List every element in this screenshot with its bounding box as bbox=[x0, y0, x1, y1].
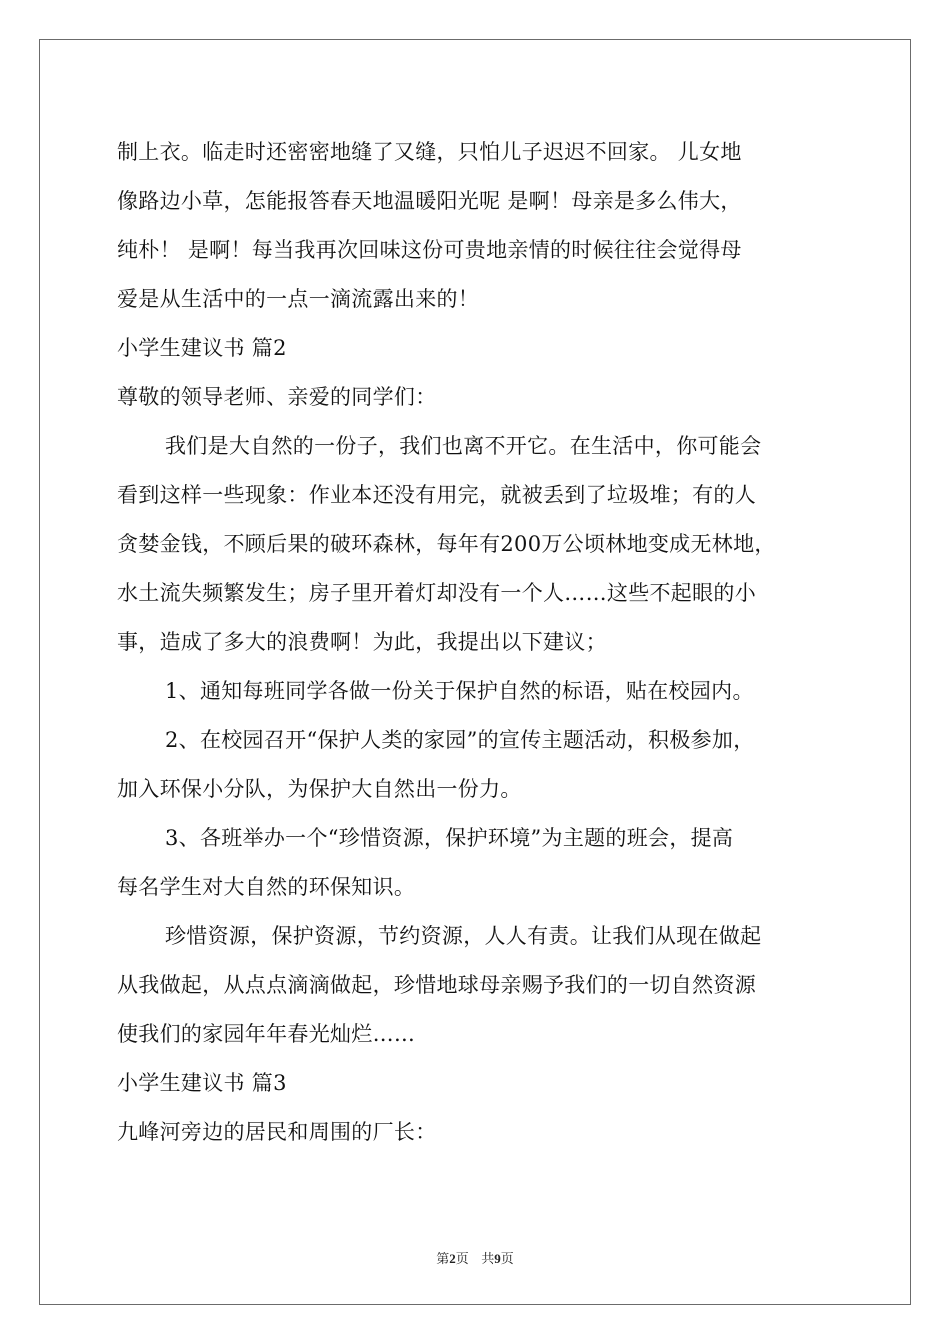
paragraph-line: 使我们的家园年年春光灿烂…… bbox=[117, 1022, 416, 1046]
salutation: 尊敬的领导老师、亲爱的同学们： bbox=[117, 385, 437, 409]
paragraph-line: 贪婪金钱，不顾后果的破环森林，每年有200万公顷林地变成无林地， bbox=[117, 532, 776, 556]
footer-page-number: 2 bbox=[449, 1251, 456, 1266]
paragraph-line: 看到这样一些现象：作业本还没有用完，就被丢到了垃圾堆；有的人 bbox=[117, 483, 756, 507]
footer-total-prefix: 共 bbox=[481, 1252, 495, 1267]
paragraph-line: 每名学生对大自然的环保知识。 bbox=[117, 875, 416, 899]
paragraph-line: 像路边小草，怎能报答春天地温暖阳光呢 是啊！母亲是多么伟大， bbox=[117, 189, 742, 213]
salutation: 九峰河旁边的居民和周围的厂长： bbox=[117, 1120, 437, 1144]
section-heading: 小学生建议书 篇3 bbox=[117, 1071, 287, 1095]
list-item: 1、通知每班同学各做一份关于保护自然的标语，贴在校园内。 bbox=[165, 679, 754, 703]
footer-total-suffix: 页 bbox=[500, 1252, 514, 1267]
paragraph-line: 加入环保小分队，为保护大自然出一份力。 bbox=[117, 777, 522, 801]
list-item: 3、各班举办一个“珍惜资源，保护环境”为主题的班会，提高 bbox=[165, 826, 734, 850]
paragraph-line: 珍惜资源，保护资源，节约资源，人人有责。让我们从现在做起 bbox=[165, 924, 762, 948]
paragraph-line: 纯朴！ 是啊！每当我再次回味这份可贵地亲情的时候往往会觉得母 bbox=[117, 238, 742, 262]
paragraph-line: 事，造成了多大的浪费啊！为此，我提出以下建议； bbox=[117, 630, 607, 654]
list-item: 2、在校园召开“保护人类的家园”的宣传主题活动，积极参加， bbox=[165, 728, 755, 752]
paragraph-line: 制上衣。临走时还密密地缝了又缝，只怕儿子迟迟不回家。 儿女地 bbox=[117, 140, 742, 164]
footer-total-pages: 9 bbox=[494, 1251, 501, 1266]
paragraph-line: 我们是大自然的一份子，我们也离不开它。在生活中，你可能会 bbox=[165, 434, 762, 458]
footer-page-suffix: 页 bbox=[455, 1252, 469, 1267]
paragraph-line: 爱是从生活中的一点一滴流露出来的！ bbox=[117, 287, 480, 311]
paragraph-line: 从我做起，从点点滴滴做起，珍惜地球母亲赐予我们的一切自然资源 bbox=[117, 973, 756, 997]
page-footer bbox=[0, 1248, 950, 1267]
section-heading: 小学生建议书 篇2 bbox=[117, 336, 287, 360]
footer-prefix: 第 bbox=[436, 1252, 450, 1267]
paragraph-line: 水土流失频繁发生；房子里开着灯却没有一个人……这些不起眼的小 bbox=[117, 581, 756, 605]
document-body bbox=[117, 128, 837, 1157]
